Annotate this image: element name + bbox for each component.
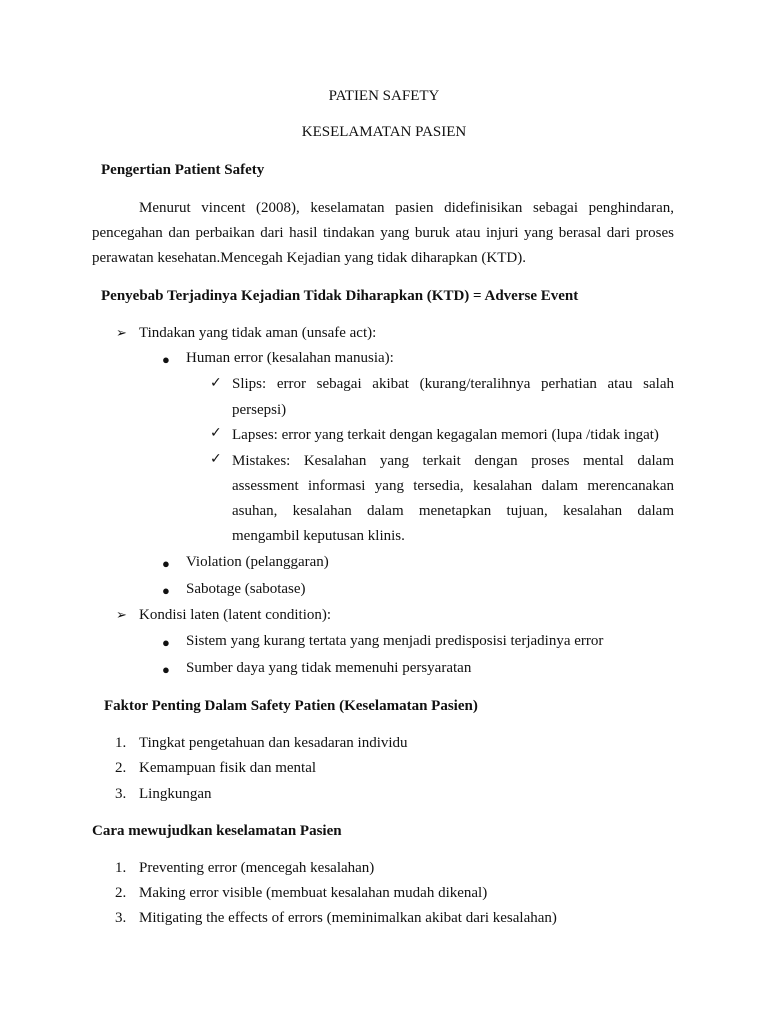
list-number: 1. bbox=[115, 860, 127, 876]
document-subtitle: KESELAMATAN PASIEN bbox=[301, 124, 467, 140]
arrow-bullet-icon: ➢ bbox=[116, 326, 127, 341]
section-heading-faktor: Faktor Penting Dalam Safety Patien (Keselamatan Pasien) bbox=[104, 698, 478, 714]
section-heading-penyebab: Penyebab Terjadinya Kejadian Tidak Diharapkan (KTD) = Adverse Event bbox=[101, 288, 579, 304]
list-item-latent: Kondisi laten (latent condition): bbox=[139, 607, 332, 623]
list-item-slips: Slips: error sebagai akibat (kurang/teralihnya perhatian atau salah bbox=[232, 376, 674, 392]
arrow-bullet-icon: ➢ bbox=[116, 608, 127, 623]
section-heading-pengertian: Pengertian Patient Safety bbox=[101, 162, 265, 178]
list-item-mistakes-cont: asuhan, kesalahan dalam menetapkan tujuan, kesalahan dalam bbox=[232, 503, 674, 519]
round-bullet-icon: ● bbox=[162, 352, 170, 367]
list-item-sistem: Sistem yang kurang tertata yang menjadi predisposisi terjadinya error bbox=[186, 633, 604, 649]
round-bullet-icon: ● bbox=[162, 662, 170, 677]
list-item-lapses: Lapses: error yang terkait dengan kegagalan memori (lupa /tidak ingat) bbox=[232, 427, 659, 443]
checkmark-bullet-icon: ✓ bbox=[210, 425, 222, 441]
list-number: 3. bbox=[115, 910, 127, 926]
section-heading-cara: Cara mewujudkan keselamatan Pasien bbox=[92, 823, 342, 839]
checkmark-bullet-icon: ✓ bbox=[210, 375, 222, 391]
round-bullet-icon: ● bbox=[162, 583, 170, 598]
list-item: Tingkat pengetahuan dan kesadaran individu bbox=[139, 735, 408, 751]
list-item: Kemampuan fisik dan mental bbox=[139, 760, 317, 776]
list-item: Mitigating the effects of errors (meminimalkan akibat dari kesalahan) bbox=[139, 910, 557, 926]
round-bullet-icon: ● bbox=[162, 556, 170, 571]
list-item-unsafe-act: Tindakan yang tidak aman (unsafe act): bbox=[139, 325, 377, 341]
list-number: 3. bbox=[115, 786, 127, 802]
paragraph-line: Menurut vincent (2008), keselamatan pasien didefinisikan sebagai penghindaran, bbox=[139, 200, 674, 216]
paragraph-line: pencegahan dan perbaikan dari hasil tindakan yang buruk atau injuri yang berasal dari proses bbox=[92, 225, 674, 241]
list-item-mistakes-cont: assessment informasi yang tersedia, kesalahan dalam merencanakan bbox=[232, 478, 674, 494]
paragraph-line: perawatan kesehatan.Mencegah Kejadian yang tidak diharapkan (KTD). bbox=[92, 250, 526, 266]
list-item-mistakes-cont: mengambil keputusan klinis. bbox=[232, 528, 405, 544]
list-item: Preventing error (mencegah kesalahan) bbox=[139, 860, 375, 876]
list-item-violation: Violation (pelanggaran) bbox=[186, 554, 329, 570]
list-item: Lingkungan bbox=[139, 786, 212, 802]
round-bullet-icon: ● bbox=[162, 635, 170, 650]
list-item-human-error: Human error (kesalahan manusia): bbox=[186, 350, 394, 366]
list-item: Making error visible (membuat kesalahan mudah dikenal) bbox=[139, 885, 488, 901]
list-number: 1. bbox=[115, 735, 127, 751]
list-item-mistakes: Mistakes: Kesalahan yang terkait dengan proses mental dalam bbox=[232, 453, 674, 469]
document-title: PATIEN SAFETY bbox=[328, 88, 440, 104]
list-number: 2. bbox=[115, 760, 127, 776]
checkmark-bullet-icon: ✓ bbox=[210, 451, 222, 467]
list-item-slips-cont: persepsi) bbox=[232, 402, 287, 418]
list-number: 2. bbox=[115, 885, 127, 901]
list-item-sabotage: Sabotage (sabotase) bbox=[186, 581, 306, 597]
list-item-sumber: Sumber daya yang tidak memenuhi persyaratan bbox=[186, 660, 472, 676]
